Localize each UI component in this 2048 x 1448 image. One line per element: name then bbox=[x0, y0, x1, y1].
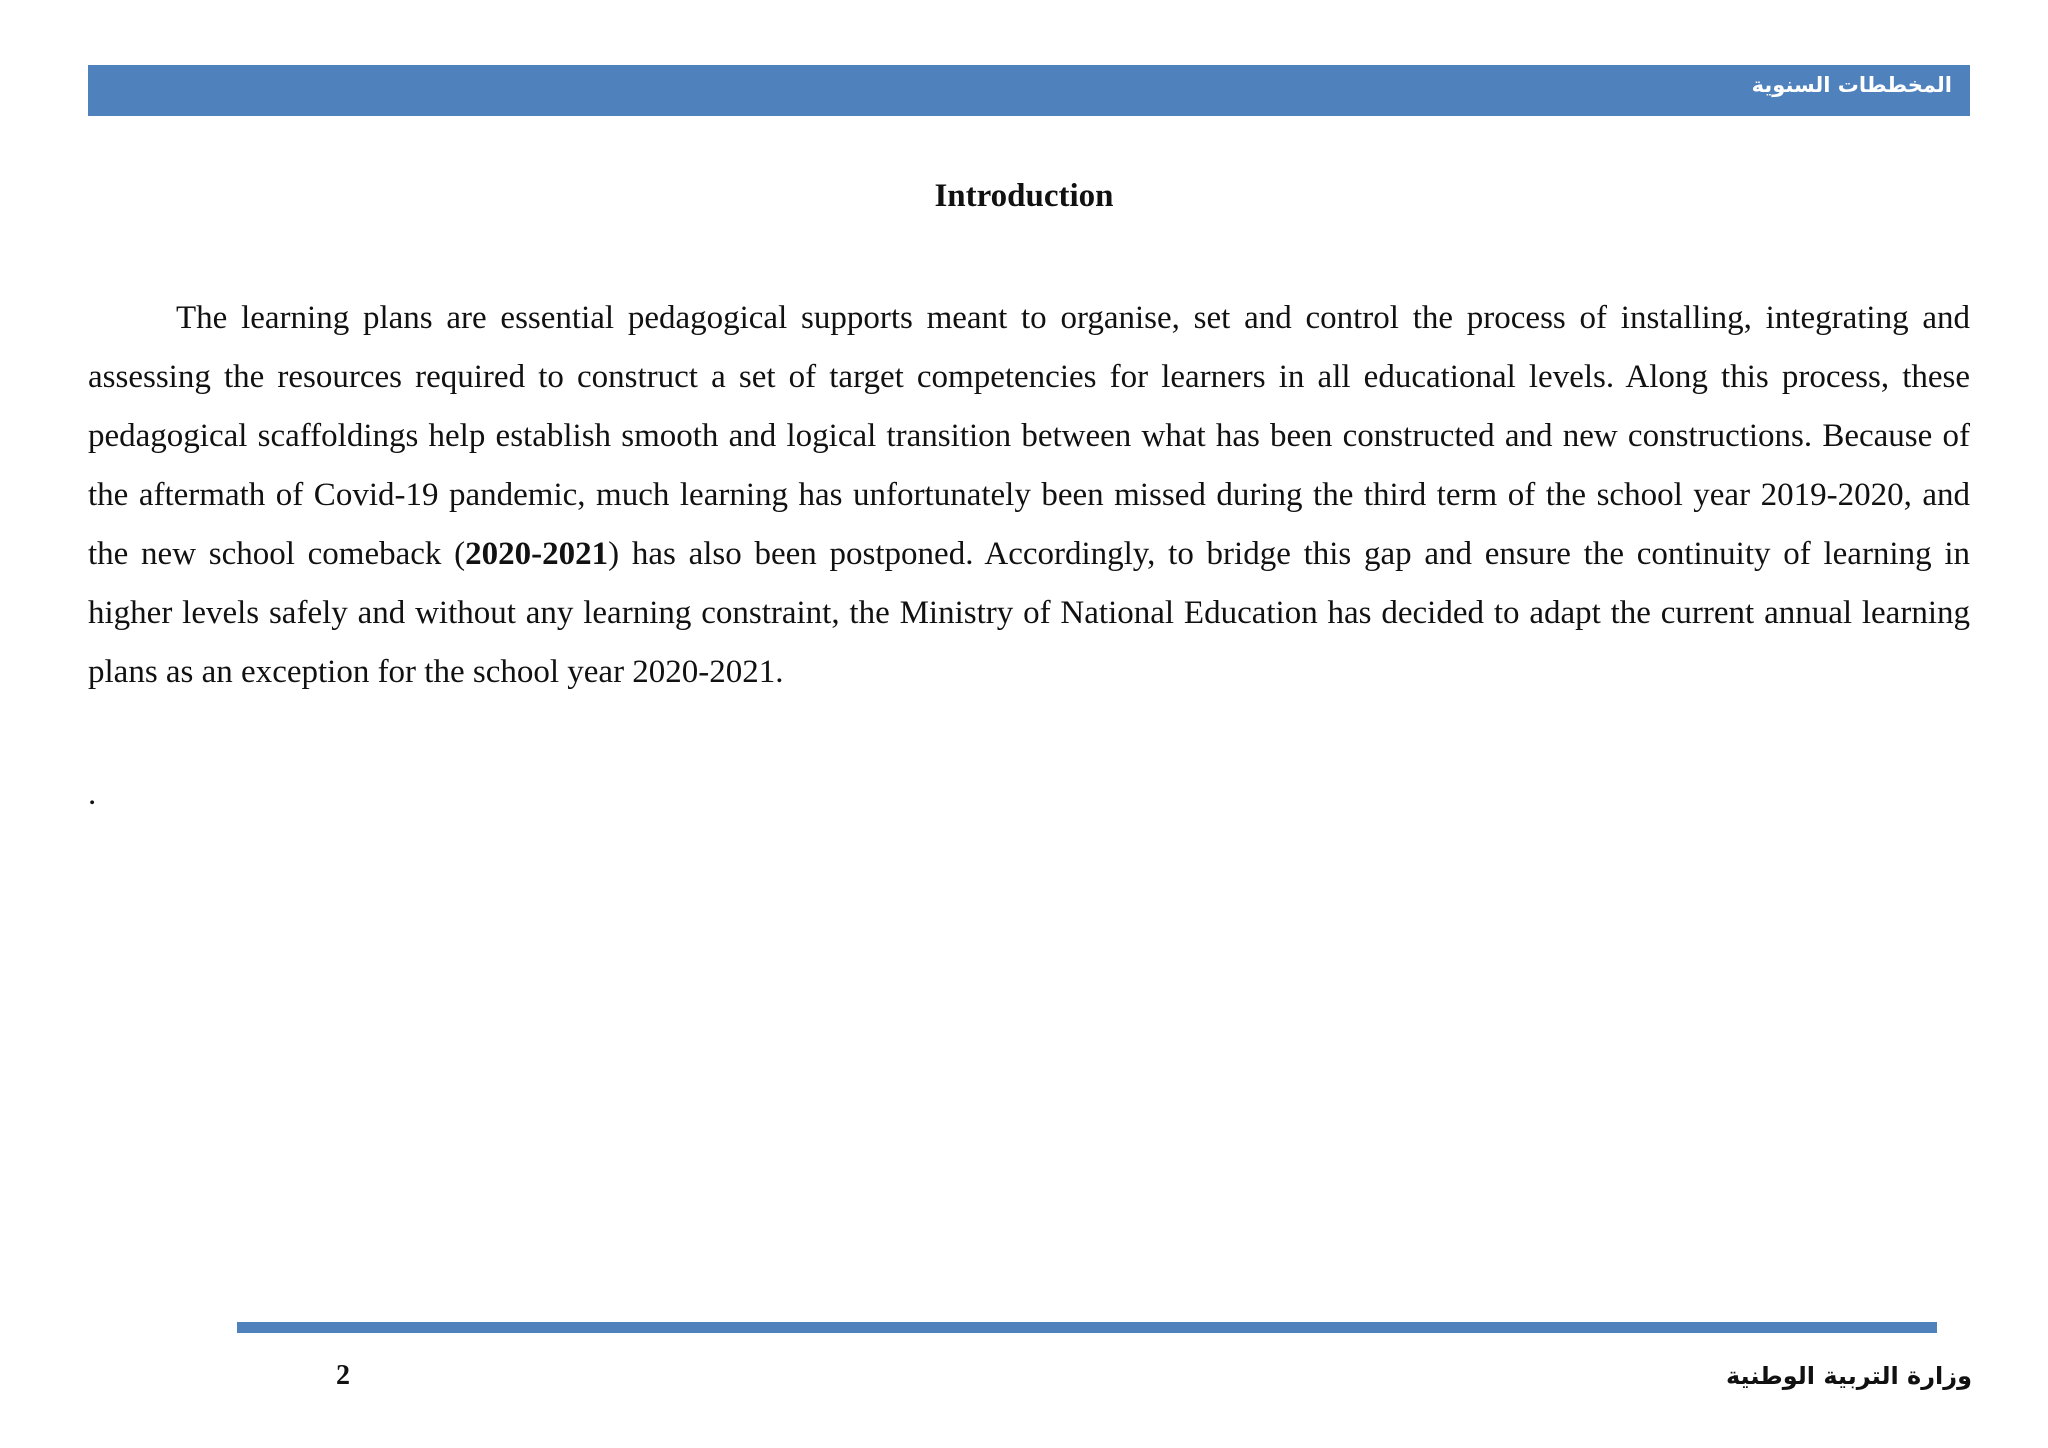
intro-paragraph-part2: ) has also been postponed. Accordingly, to bridge this gap and ensure the continuity of learning in higher levels safely and without any learning constraint, the Ministry of National Education has decided to adapt the current annual learning plans as an exception for the school year 2020-2021. bbox=[88, 536, 1971, 690]
intro-paragraph-part1: The learning plans are essential pedagogical supports meant to organise, set and control the process of installing, integrating and assessing the resources required to construct a set of target competencies for learners in all educational levels. Along this process, these pedagogical scaffoldings help establish smooth and logical transition between what has been constructed and new constructions. Because of the aftermath of Covid-19 pandemic, much learning has unfortunately been missed during the third term of the school year 2019-2020, and the new school comeback ( bbox=[88, 300, 1970, 572]
page-number: 2 bbox=[336, 1360, 350, 1391]
header-bar bbox=[88, 65, 1970, 116]
intro-paragraph-bold-years: 2020-2021 bbox=[465, 536, 609, 572]
header-title: المخططات السنوية bbox=[1751, 73, 1952, 97]
footer-rule bbox=[237, 1322, 1937, 1333]
footer-ministry-name: وزارة التربية الوطنية bbox=[1725, 1362, 1972, 1390]
page-heading: Introduction bbox=[934, 178, 1114, 214]
stray-period: . bbox=[88, 776, 97, 812]
intro-paragraph bbox=[88, 289, 1970, 702]
